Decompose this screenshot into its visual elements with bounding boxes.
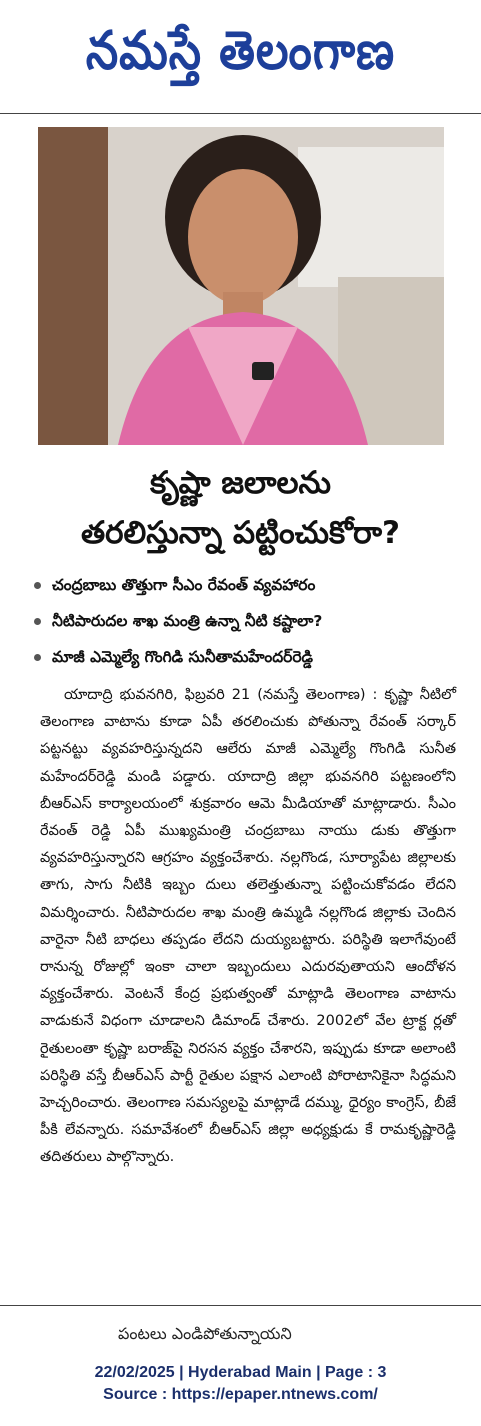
article-paragraph: యాదాద్రి భువనగిరి, ఫిబ్రవరి 21 (నమస్తే తెలంగాణ) : కృష్ణా నీటిలో తెలంగాణ వాటాను కూడా ఏపీ తరలించుకు పోతున్నా రేవంత్ సర్కార్ పట్టనట్టు వ్యవహరిస్తున్నదని ఆలేరు మాజీ ఎమ్మెల్యే గొంగిడి సునీత మహేందర్‌రెడ్డి మండి పడ్డారు. యాదాద్రి జిల్లా భువనగిరి పట్టణంలోని బీఆర్‌ఎస్ కార్యాలయంలో శుక్రవారం ఆమె మీడియాతో మాట్లాడారు. సీఎం రేవంత్ రెడ్డి ఏపీ ముఖ్యమంత్రి చంద్రబాబు నాయు డుకు తొత్తుగా వ్యవహరిస్తున్నారని ఆగ్రహం వ్యక్తంచేశారు. నల్లగొండ, సూర్యాపేట జిల్లాలకు తాగు, సాగు నీటికి ఇబ్బం దులు తలెత్తుతున్నా పట్టించుకోవడం లేదని విమర్శించారు. నీటిపారుదల శాఖ మంత్రి ఉమ్మడి నల్లగొండ జిల్లాకు చెందిన వారైనా నీటి బాధలు తప్పడం లేదని దుయ్యబట్టారు. పరిస్థితి ఇలాగేవుంటే రానున్న రోజుల్లో ఇంకా చాలా ఇబ్బందులు ఎదురవుతాయని ఆందోళన వ్యక్తంచేశారు. వెంటనే కేంద్ర ప్రభుత్వంతో మాట్లాడి తెలంగాణ వాటాను వాడుకునే విధంగా చూడాలని డిమాండ్ చేశారు. 2002లో వేల ట్రాక్ట ర్లతో రైతులంతా కృష్ణా బరాజ్‌పై నిరసన వ్యక్తం చేశారని, ఇప్పుడు కూడా అలాంటి పరిస్థితి వస్తే బీఆర్‌ఎస్ పార్టీ రైతుల పక్షాన ఎలాంటి పోరాటానికైనా సిద్ధమని హెచ్చరించారు. తెలంగాణ సమస్యలపై మాట్లాడే దమ్ము, ధైర్యం కాంగ్రెస్, బీజే పీకి లేవన్నారు. సమావేశంలో బీఆర్‌ఎస్ జిల్లా అధ్యక్షుడు కే రామకృష్ణారెడ్డి తదితరులు పాల్గొన్నారు. [40, 687, 456, 1166]
page-footer [0, 1362, 481, 1406]
headline-line-1: కృష్ణా జలాలను [150, 465, 331, 501]
highlight-item: మాజీ ఎమ్మెల్యే గొంగిడి సునీతామహేందర్‌రెడ్డి [30, 639, 470, 675]
headline-line-2: తరలిస్తున్నా పట్టించుకోరా? [81, 515, 400, 551]
article-headline [0, 458, 481, 558]
masthead-divider [0, 113, 481, 114]
highlight-item: చంద్రబాబు తొత్తుగా సీఎం రేవంత్ వ్యవహారం [30, 567, 470, 603]
bullet-icon [34, 582, 41, 589]
newspaper-logo: నమస్తే తెలంగాణ [85, 18, 396, 82]
bullet-icon [34, 618, 41, 625]
article-body [40, 682, 456, 1172]
highlight-item: నీటిపారుదల శాఖ మంత్రి ఉన్నా నీటి కష్టాలా? [30, 603, 470, 639]
article-highlights [30, 567, 470, 675]
article-photo [38, 127, 444, 445]
footer-date-edition: 22/02/2025 | Hyderabad Main | Page : 3 [94, 1364, 387, 1381]
bullet-icon [34, 654, 41, 661]
article-end-divider [0, 1305, 481, 1306]
masthead [0, 0, 481, 100]
next-article-heading: పంటలు ఎండిపోతున్నాయని [118, 1324, 292, 1343]
footer-source: Source : https://epaper.ntnews.com/ [103, 1386, 378, 1403]
